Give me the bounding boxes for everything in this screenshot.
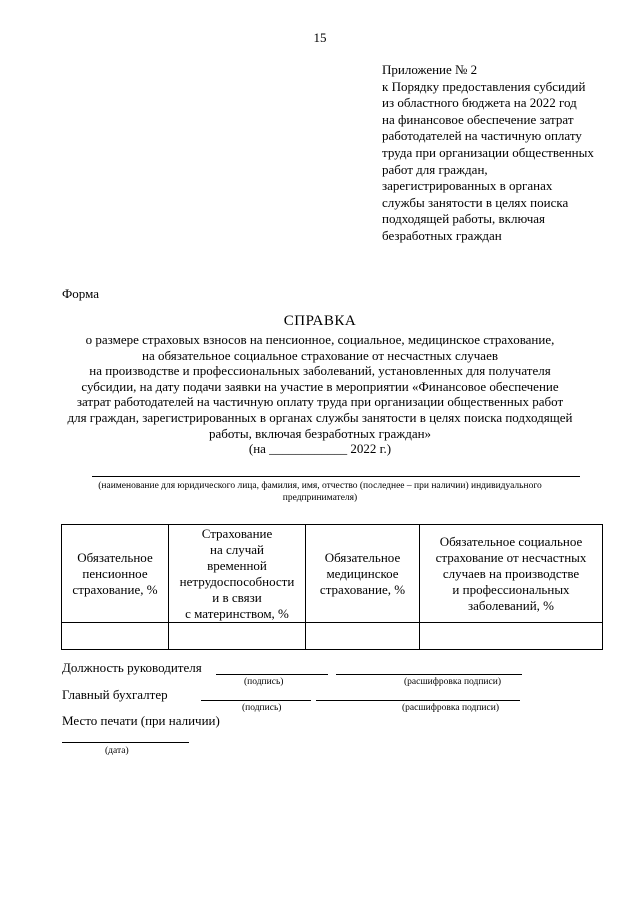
subtitle-line: на производстве и профессиональных заболеваний, установленных для получателя [89, 363, 551, 379]
header-text: с материнством, % [185, 605, 289, 621]
appendix-line: безработных граждан [382, 227, 502, 243]
header-text: пенсионное [82, 565, 148, 581]
date-caption: (дата) [105, 746, 129, 756]
accountant-decode-line[interactable] [316, 700, 520, 701]
appendix-line: на финансовое обеспечение затрат [382, 111, 574, 127]
table-header-row [62, 525, 603, 623]
caption-line: (наименование для юридического лица, фамилия, имя, отчество (последнее – при наличии) индивидуального [98, 481, 542, 491]
document-title: СПРАВКА [283, 313, 357, 329]
header-text: Обязательное [324, 549, 401, 565]
appendix-line: работодателей на частичную оплату [382, 128, 582, 144]
head-position-label: Должность руководителя [62, 660, 202, 675]
form-label: Форма [62, 286, 99, 301]
contributions-table [61, 524, 603, 650]
date-line[interactable] [62, 742, 189, 743]
header-text: страхование, % [319, 581, 406, 597]
header-medical [306, 525, 420, 623]
subtitle-line: субсидии, на дату подачи заявки на участие в мероприятии «Финансовое обеспечение [81, 378, 559, 394]
table-row [62, 623, 603, 650]
appendix-header [382, 62, 632, 245]
header-text: Обязательное [77, 549, 153, 565]
appendix-line: труда при организации общественных [382, 144, 594, 160]
document-subtitle [40, 332, 600, 457]
header-text: Обязательное социальное [439, 533, 583, 549]
header-text: страхование, % [72, 581, 158, 597]
header-text: и профессиональных [452, 581, 570, 597]
subtitle-line: для граждан, зарегистрированных в органах службы занятости в целях поиска подходящей [67, 409, 573, 425]
header-text: медицинское [326, 565, 399, 581]
subtitle-line: затрат работодателей на частичную оплату труда при организации общественных работ [76, 394, 564, 410]
header-text: нетрудоспособности [179, 573, 295, 589]
header-disability-maternity [169, 525, 306, 623]
appendix-line: Приложение № 2 [382, 62, 478, 77]
appendix-line: работ для граждан, [382, 161, 488, 177]
caption-line: предпринимателя) [282, 493, 358, 503]
head-signature-caption: (подпись) [244, 677, 284, 687]
appendix-line: зарегистрированных в органах [382, 178, 553, 194]
subtitle-line: на обязательное социальное страхование от несчастных случаев [142, 347, 498, 363]
seal-place-label: Место печати (при наличии) [62, 713, 220, 728]
header-text: заболеваний, % [467, 597, 555, 613]
organization-name-line[interactable] [92, 476, 580, 477]
header-pension [62, 525, 169, 623]
accountant-signature-line[interactable] [201, 700, 311, 701]
accountant-decode-caption: (расшифровка подписи) [402, 703, 499, 713]
subtitle-line: (на ____________ 2022 г.) [248, 441, 392, 457]
head-signature-line[interactable] [216, 674, 328, 675]
header-accident-insurance [420, 525, 603, 623]
organization-name-caption [40, 480, 600, 504]
header-text: и в связи [212, 589, 262, 605]
header-text: Страхование [201, 525, 273, 541]
head-decode-caption: (расшифровка подписи) [404, 677, 501, 687]
header-text: на случай [210, 541, 264, 557]
accountant-signature-caption: (подпись) [242, 703, 282, 713]
subtitle-line: о размере страховых взносов на пенсионное, социальное, медицинское страхование, [85, 332, 555, 347]
appendix-line: из областного бюджета на 2022 год [382, 95, 577, 111]
appendix-line: службы занятости в целях поиска [382, 194, 569, 210]
header-text: страхование от несчастных [435, 549, 587, 565]
appendix-line: к Порядку предоставления субсидий [382, 78, 586, 94]
head-decode-line[interactable] [336, 674, 522, 675]
page-number: 15 [313, 30, 327, 45]
header-text: случаев на производстве [442, 565, 580, 581]
cell-accident-value[interactable] [420, 623, 603, 650]
header-text: временной [207, 557, 267, 573]
appendix-line: подходящей работы, включая [382, 211, 545, 227]
cell-pension-value[interactable] [62, 623, 169, 650]
chief-accountant-label: Главный бухгалтер [62, 687, 168, 702]
cell-disability-value[interactable] [169, 623, 306, 650]
cell-medical-value[interactable] [306, 623, 420, 650]
subtitle-line: работы, включая безработных граждан» [208, 425, 432, 441]
